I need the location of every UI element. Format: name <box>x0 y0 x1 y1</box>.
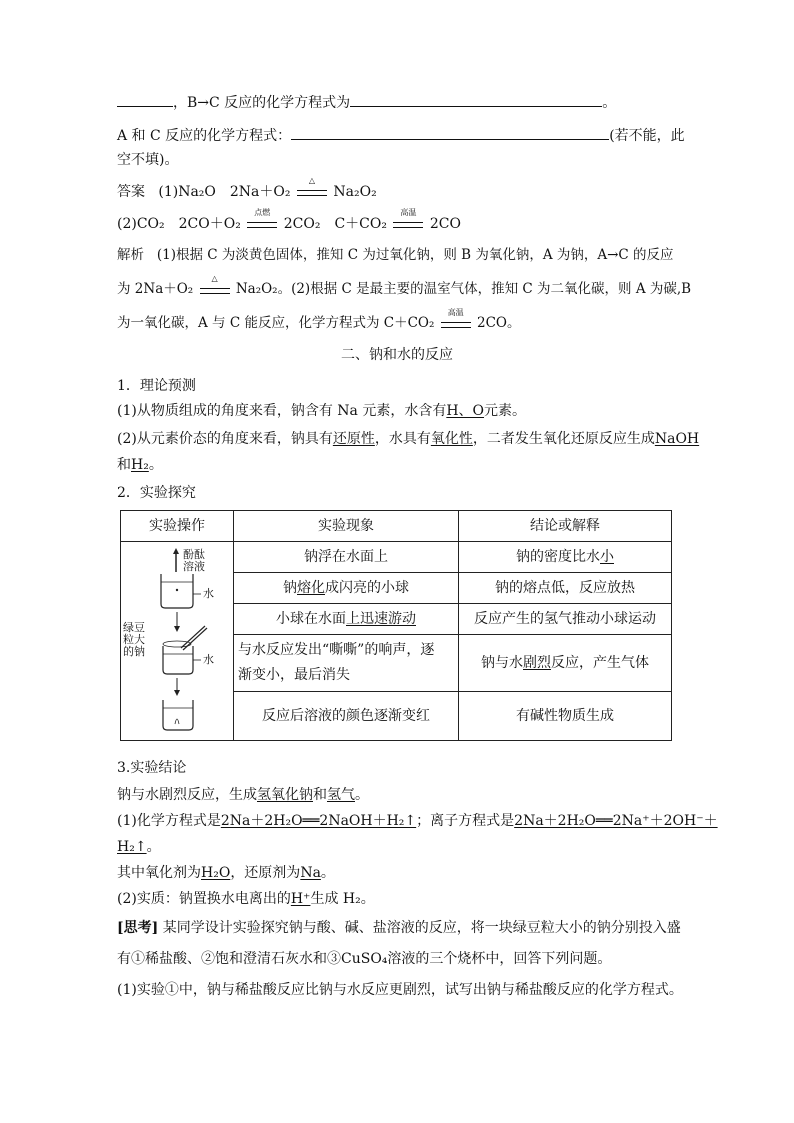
analysis-line-3: 为一氧化碳，A 与 C 能反应，化学方程式为 C＋CO₂ 高温 2CO。 <box>117 307 521 331</box>
answer-line-1: 答案 (1)Na₂O 2Na＋O₂ △ Na₂O₂ <box>117 176 377 200</box>
reaction-arrow: △ <box>295 185 329 199</box>
phenomenon-cell: 钠浮在水面上 <box>234 542 459 573</box>
analysis-label: 解析 <box>117 247 144 263</box>
theory-p2: (2)从元素价态的角度来看，钠具有还原性，水具有氧化性，二者发生氧化还原反应生成NaOH <box>117 431 700 447</box>
answer-label: 答案 <box>117 184 145 200</box>
answer-line-2: (2)CO₂ 2CO＋O₂ 点燃 2CO₂ C＋CO₂ 高温 2CO <box>117 208 461 232</box>
reaction-arrow: 高温 <box>391 217 425 231</box>
table-row <box>121 542 672 573</box>
table-header: 实验现象 <box>234 511 459 542</box>
conclusion-essence: (2)实质：钠置换水电离出的H⁺生成 H₂。 <box>117 891 375 907</box>
table-header: 结论或解释 <box>459 511 672 542</box>
think-line-1: [思考] 某同学设计实验探究钠与酸、碱、盐溶液的反应，将一块绿豆粒大小的钠分别投入盛 <box>117 920 681 936</box>
answer-blank[interactable] <box>117 92 173 107</box>
conclusion-oxidizer: 其中氧化剂为H₂O，还原剂为Na。 <box>117 865 335 881</box>
phenomenon-cell: 小球在水面上迅速游动 <box>234 604 459 635</box>
reaction-arrow: △ <box>198 283 232 297</box>
conclusion-cell: 钠的密度比水小 <box>459 542 672 573</box>
experiment-illustration: 酚酞 溶液 水 绿豆 粒大 的钠 水 <box>121 542 234 741</box>
question-line-1: ，B→C 反应的化学方程式为 。 <box>117 92 616 113</box>
conclusion-p1: 钠与水剧烈反应，生成氢氧化钠和氢气。 <box>117 787 369 803</box>
conclusion-cell: 反应产生的氢气推动小球运动 <box>459 604 672 635</box>
conclusion-heading: 3.实验结论 <box>117 760 187 776</box>
analysis-line-2: 为 2Na＋O₂ △ Na₂O₂。(2)根据 C 是最主要的温室气体，推知 C 为二氧化碳，则 A 为碳,B <box>117 273 692 297</box>
analysis-line-1: 解析 (1)根据 C 为淡黄色固体，推知 C 为过氧化钠，则 B 为氧化钠，A 为钠，A→C 的反应 <box>117 247 674 263</box>
think-line-3: (1)实验①中，钠与稀盐酸反应比钠与水反应更剧烈，试写出钠与稀盐酸反应的化学方程式。 <box>117 982 683 998</box>
reaction-arrow: 高温 <box>439 317 473 331</box>
experiment-table <box>120 510 672 741</box>
theory-p1: (1)从物质组成的角度来看，钠含有 Na 元素，水含有H、O元素。 <box>117 403 527 419</box>
theory-p2-cont: 和H₂。 <box>117 457 163 473</box>
reaction-arrow: 点燃 <box>245 217 279 231</box>
table-header-row <box>121 511 672 542</box>
question-line-2: A 和 C 反应的化学方程式： (若不能，此 <box>117 125 685 146</box>
phenomenon-cell: 反应后溶液的颜色逐渐变红 <box>234 692 459 741</box>
conclusion-cell: 钠的熔点低，反应放热 <box>459 573 672 604</box>
section-title: 二、钠和水的反应 <box>341 347 453 363</box>
think-label: [思考] <box>117 920 159 936</box>
explore-heading: 2．实验探究 <box>117 485 196 501</box>
phenomenon-cell: 与水反应发出“嘶嘶”的响声，逐 渐变小，最后消失 <box>234 635 459 692</box>
conclusion-cell: 钠与水剧烈反应，产生气体 <box>459 635 672 692</box>
answer-blank[interactable] <box>350 92 602 107</box>
theory-heading: 1．理论预测 <box>117 378 196 394</box>
conclusion-equation: (1)化学方程式是2Na＋2H₂O══2NaOH＋H₂↑；离子方程式是2Na＋2H₂O══2Na⁺＋2OH⁻＋ <box>117 813 718 829</box>
table-header: 实验操作 <box>121 511 234 542</box>
conclusion-cell: 有碱性物质生成 <box>459 692 672 741</box>
think-line-2: 有①稀盐酸、②饱和澄清石灰水和③CuSO₄溶液的三个烧杯中，回答下列问题。 <box>117 951 612 967</box>
conclusion-equation-cont: H₂↑。 <box>117 839 161 855</box>
phenomenon-cell: 钠熔化成闪亮的小球 <box>234 573 459 604</box>
answer-blank[interactable] <box>291 125 609 140</box>
question-line-3: 空不填)。 <box>117 152 179 168</box>
